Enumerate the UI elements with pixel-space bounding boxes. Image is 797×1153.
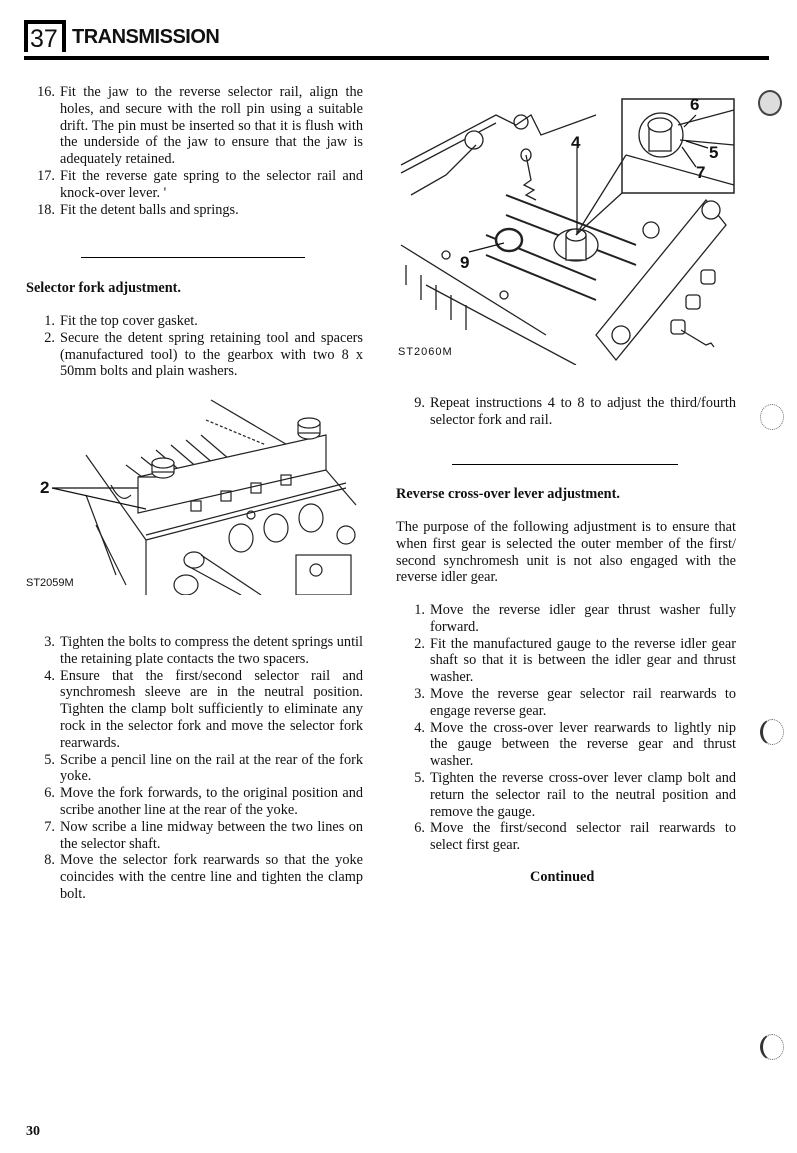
step-number: 8. [44,852,55,869]
section-intro: The purpose of the following adjustment is to ensure that when first gear is selected the outer member of the first/ second synchromesh unit is not also engaged with the reverse idler gear. [396,519,736,586]
step-3 [396,686,736,720]
step-text: Tighten the bolts to compress the detent springs until the retaining plate contacts the two spacers. [60,634,363,667]
step-16 [26,84,363,168]
callout-5: 5 [709,143,719,162]
step-1 [396,602,736,636]
step-number: 6. [414,820,425,837]
step-1 [26,313,363,330]
step-6 [396,820,736,854]
callout-6: 6 [690,95,700,114]
selector-rails-illustration [396,85,741,365]
step-text: Repeat instructions 4 to 8 to adjust the third/fourth selector fork and rail. [430,395,736,428]
left-steps-top [26,84,363,218]
callout-4: 4 [571,133,581,152]
step-2 [396,636,736,686]
figure-selector-rails [396,85,741,365]
step-text: Fit the manufactured gauge to the reverse idler gear shaft so that it is between the idler gear and thrust washer. [430,635,736,686]
step-number: 9. [414,395,425,411]
step-number: 5. [414,769,425,786]
step-text: Move the reverse idler gear thrust washer fully forward. [430,602,736,635]
right-steps-top [396,395,736,429]
step-text: Move the first/second selector rail rearwards to select first gear. [430,820,736,854]
step-text: Now scribe a line midway between the two lines on the selector shaft. [60,818,363,852]
punch-hole-icon [760,719,784,745]
step-7 [26,819,363,853]
step-3 [26,634,363,668]
left-steps-bottom [26,634,363,903]
step-text: Fit the detent balls and springs. [60,201,239,218]
punch-hole-icon [758,90,782,116]
step-4 [396,720,736,770]
step-number: 4. [44,667,55,684]
step-number: 3. [414,685,425,702]
step-number: 6. [44,785,55,802]
step-text: Secure the detent spring retaining tool and spacers (manufactured tool) to the gearbox with two 8 x 50mm bolts and plain washers. [60,329,363,380]
step-18 [26,202,363,219]
step-number: 2. [414,635,425,652]
section-divider [81,257,305,258]
page-header [24,18,769,60]
step-number: 1. [44,313,55,329]
step-text: Move the reverse gear selector rail rearwards to engage reverse gear. [430,685,736,719]
step-4 [26,668,363,752]
detent-tool-illustration [26,395,371,595]
figure-detent-tool [26,395,371,595]
step-text: Move the fork forwards, to the original position and scribe another line at the rear of the yoke. [60,785,363,818]
step-2 [26,330,363,380]
step-text: Scribe a pencil line on the rail at the rear of the fork yoke. [60,751,363,785]
chapter-title: TRANSMISSION [72,26,220,48]
left-steps-section [26,313,363,380]
continued-label: Continued [530,869,595,885]
step-17 [26,168,363,202]
step-number: 4. [414,719,425,736]
chapter-number: 37 [24,20,66,52]
step-6 [26,785,363,819]
step-number: 7. [44,818,55,835]
section-divider [452,464,678,465]
step-text: Move the cross-over lever rearwards to lightly nip the gauge between the reverse gear and thrust washer. [430,719,736,770]
step-text: Move the selector fork rearwards so that the yoke coincides with the centre line and tighten the clamp bolt. [60,852,363,902]
step-5 [396,770,736,820]
callout-7: 7 [696,163,706,182]
step-text: Fit the reverse gate spring to the selector rail and knock-over lever. ' [60,167,363,201]
figure-id: ST2060M [398,346,453,358]
step-text: Fit the top cover gasket. [60,313,198,329]
step-text: Tighten the reverse cross-over lever clamp bolt and return the selector rail to the neutral position and remove the gauge. [430,769,736,820]
page-number: 30 [26,1124,40,1139]
step-number: 17. [37,167,55,184]
step-number: 16. [37,84,55,100]
callout-2: 2 [40,478,50,497]
step-number: 18. [37,201,55,218]
right-steps [396,602,736,854]
step-5 [26,752,363,786]
step-8 [26,852,363,902]
step-9 [396,395,736,429]
figure-id: ST2059M [26,577,74,589]
step-number: 5. [44,751,55,768]
step-number: 1. [414,602,425,618]
callout-9: 9 [460,253,470,272]
punch-hole-icon [760,1034,784,1060]
header-rule [24,56,769,60]
step-number: 2. [44,329,55,346]
step-text: Ensure that the first/second selector rail and synchromesh sleeve are in the neutral position. Tighten the clamp bolt sufficiently to eliminate any rock in the selector fork and move the selector fork rearwards. [60,667,363,751]
section-heading-selector-fork: Selector fork adjustment. [26,280,181,296]
section-heading-reverse-crossover: Reverse cross-over lever adjustment. [396,486,620,502]
punch-hole-icon [760,404,784,430]
step-number: 3. [44,634,55,650]
step-text: Fit the jaw to the reverse selector rail, align the holes, and secure with the roll pin using a suitable drift. The pin must be inserted so that it is flush with the underside of the jaw to ensure that the jaw is adequately retained. [60,84,363,168]
